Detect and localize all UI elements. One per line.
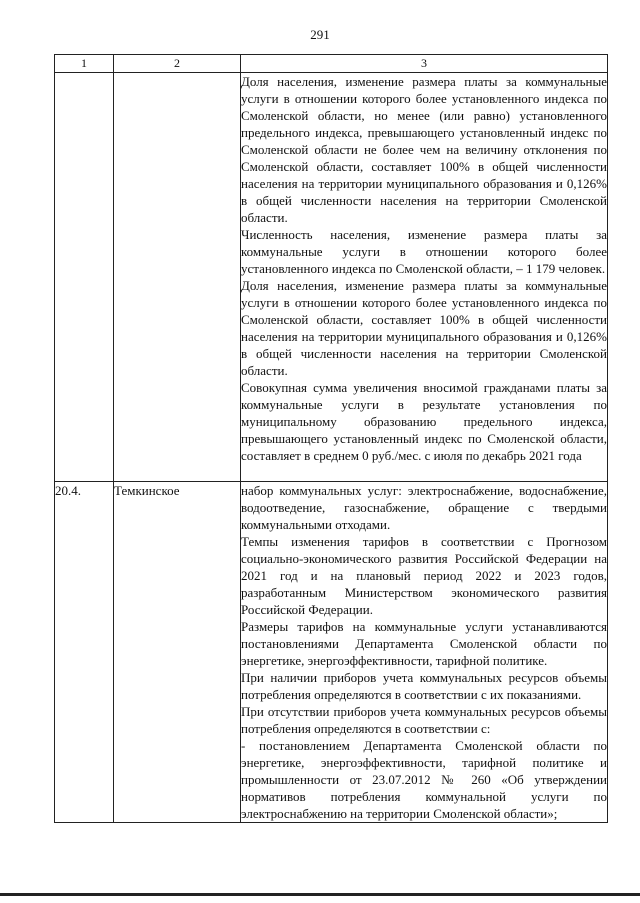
paragraph: - постановлением Департамента Смоленской области по энергетике, энергоэффективности, тарифной политике и промышленности от 23.07.2012 № 260 «Об утверждении нормативов потребления коммунальной услуги по электроснабжению на территории Смоленской области»; — [241, 738, 607, 821]
paragraph: Доля населения, изменение размера платы за коммунальные услуги в отношении которого более установленного индекса по Смоленской области, составляет 100% в общей численности населения на территории муниципального образования и 0,126% в общей численности населения на территории Смоленской области. — [241, 278, 607, 378]
table-row — [55, 482, 608, 823]
row-number-cell — [55, 73, 114, 482]
row-name-cell: Темкинское — [114, 482, 241, 823]
table-row — [55, 73, 608, 482]
column-header-1: 1 — [55, 55, 114, 73]
row-description-cell — [241, 73, 608, 482]
page-number: 291 — [310, 27, 330, 42]
paragraph: Численность населения, изменение размера платы за коммунальные услуги в отношении которого более установленного индекса по Смоленской области, – 1 179 человек. — [241, 227, 607, 276]
paragraph: При отсутствии приборов учета коммунальных ресурсов объемы потребления определяются в соответствии с: — [241, 704, 607, 736]
paragraph: При наличии приборов учета коммунальных ресурсов объемы потребления определяются в соответствии с их показаниями. — [241, 670, 607, 702]
paragraph: Темпы изменения тарифов в соответствии с Прогнозом социально-экономического развития Российской Федерации на 2021 год и на плановый период 2022 и 2023 годов, разработанным Министерством экономического развития Российской Федерации. — [241, 534, 607, 617]
column-header-2: 2 — [114, 55, 241, 73]
row-number-cell: 20.4. — [55, 482, 114, 823]
scan-edge-line — [0, 893, 640, 896]
paragraph: Размеры тарифов на коммунальные услуги устанавливаются постановлениями Департамента Смоленской области по энергетике, энергоэффективности, тарифной политике. — [241, 619, 607, 668]
table-header-row — [55, 55, 608, 73]
paragraph: Совокупная сумма увеличения вносимой гражданами платы за коммунальные услуги в результате установления по муниципальному образованию предельного индекса, превышающего установленный индекс по Смоленской области, составляет в среднем 0 руб./мес. с июля по декабрь 2021 года — [241, 380, 607, 463]
paragraph: набор коммунальных услуг: электроснабжение, водоснабжение, водоотведение, газоснабжение, обращение с твердыми коммунальными отходами. — [241, 483, 607, 532]
paragraph: Доля населения, изменение размера платы за коммунальные услуги в отношении которого более установленного индекса по Смоленской области, но менее (или равно) установленного предельного индекса, превышающего установленный индекс по Смоленской области не более чем на величину отклонения по Смоленской области, составляет 100% в общей численности населения на территории муниципального образования и 0,126% в общей численности населения на территории Смоленской области. — [241, 74, 607, 225]
tariff-table — [54, 54, 608, 823]
row-name-cell — [114, 73, 241, 482]
column-header-3: 3 — [241, 55, 608, 73]
row-description-cell — [241, 482, 608, 823]
